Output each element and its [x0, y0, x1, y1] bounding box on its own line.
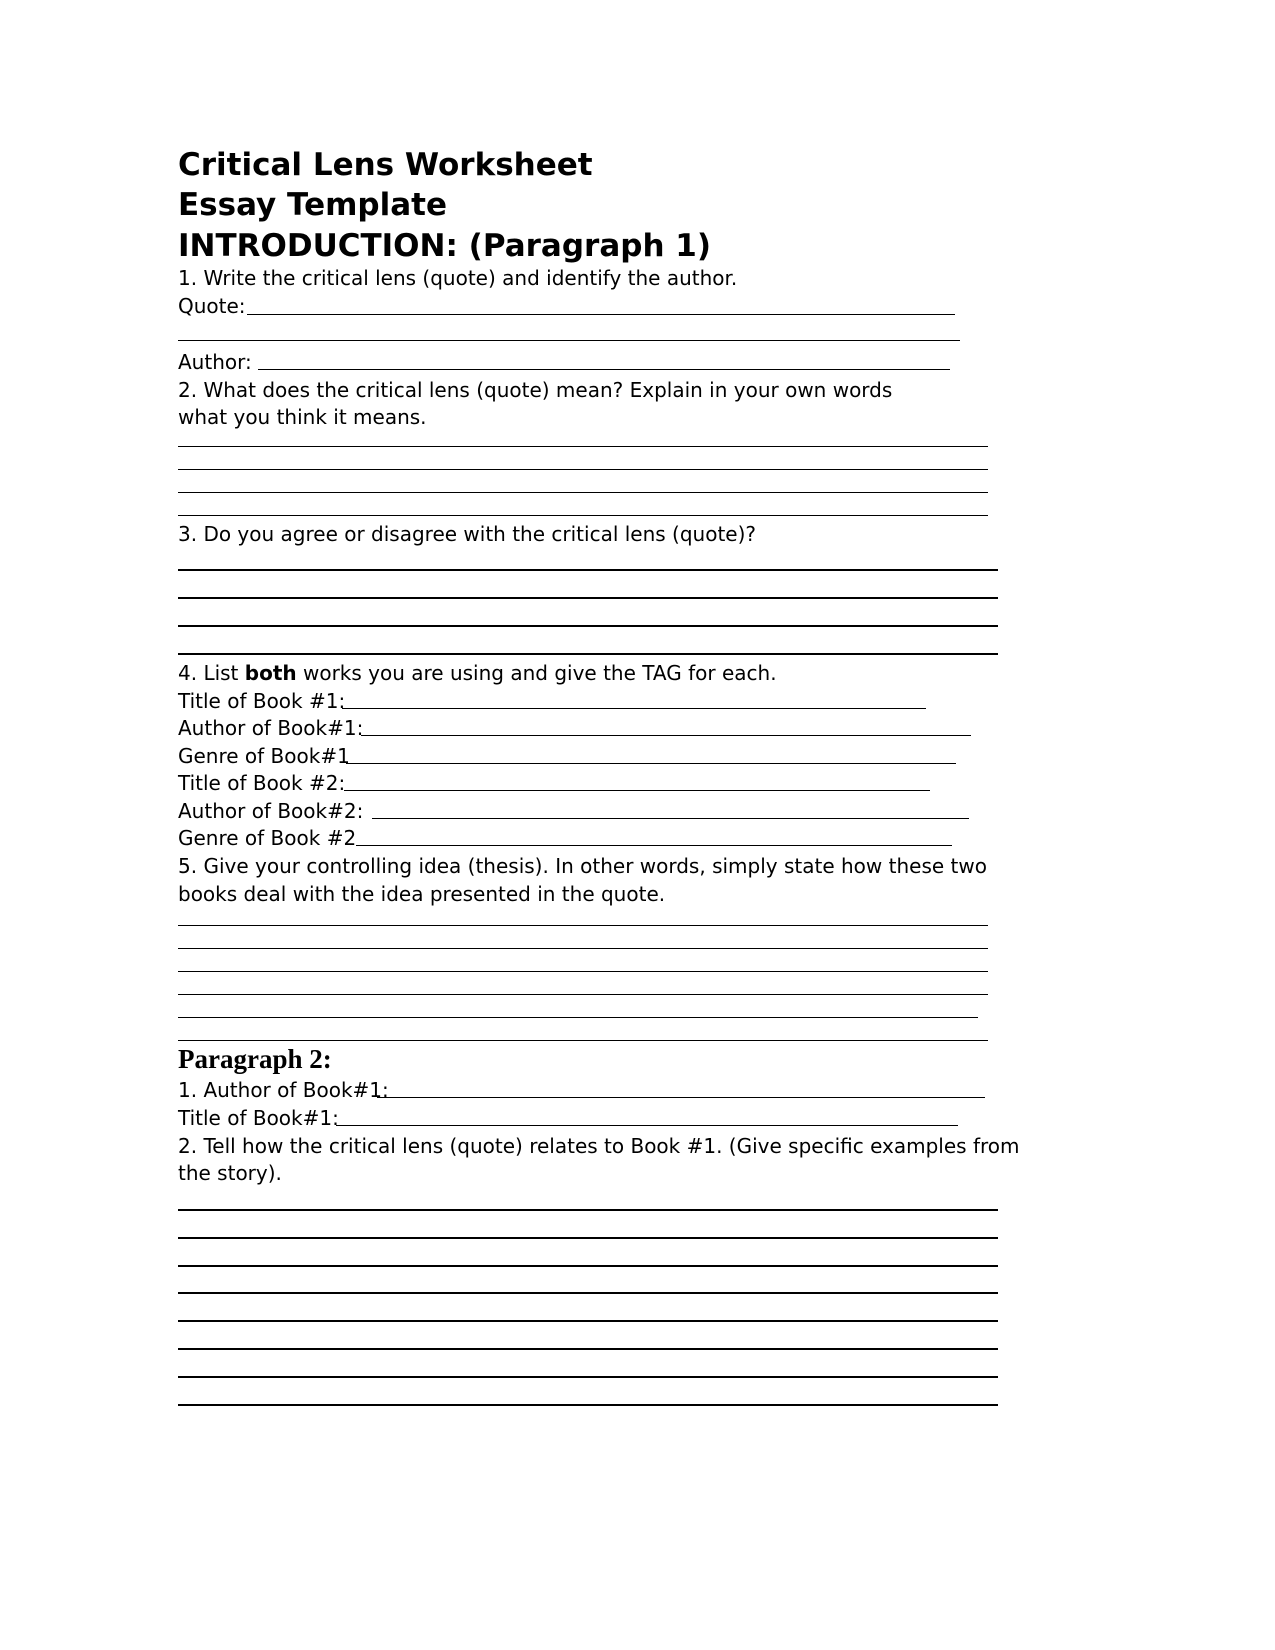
answer-line[interactable]	[178, 625, 998, 627]
answer-line[interactable]	[178, 1404, 998, 1406]
quote-field-continued[interactable]	[178, 340, 960, 341]
title-book1-field[interactable]	[342, 708, 926, 709]
title-book2-label: Title of Book #2:	[178, 771, 346, 795]
author-book1-label: Author of Book#1:	[178, 716, 364, 740]
title-book2-field[interactable]	[344, 790, 930, 791]
q4-prompt: 4. List both works you are using and give the TAG for each.	[178, 661, 777, 685]
p2-author-field[interactable]	[377, 1097, 985, 1098]
q2-prompt-line2: what you think it means.	[178, 405, 427, 429]
worksheet-subtitle: Essay Template	[178, 187, 447, 223]
genre-book2-field[interactable]	[356, 845, 952, 846]
answer-line[interactable]	[178, 1292, 998, 1294]
genre-book2-label: Genre of Book #2	[178, 826, 357, 850]
answer-line[interactable]	[178, 971, 988, 972]
answer-line[interactable]	[178, 492, 988, 493]
title-book1-label: Title of Book #1:	[178, 689, 346, 713]
answer-line[interactable]	[178, 1265, 998, 1267]
author-book2-label: Author of Book#2:	[178, 799, 364, 823]
answer-line[interactable]	[178, 653, 998, 655]
answer-line[interactable]	[178, 1040, 988, 1041]
answer-line[interactable]	[178, 469, 988, 470]
answer-line[interactable]	[178, 1320, 998, 1322]
answer-line[interactable]	[178, 597, 998, 599]
quote-field[interactable]	[247, 314, 955, 315]
worksheet-title: Critical Lens Worksheet	[178, 147, 593, 183]
answer-line[interactable]	[178, 925, 988, 926]
author-field[interactable]	[258, 369, 950, 370]
p2-author-label: 1. Author of Book#1:	[178, 1078, 389, 1102]
genre-book1-label: Genre of Book#1	[178, 744, 350, 768]
answer-line[interactable]	[178, 515, 988, 516]
q2-prompt-line1: 2. What does the critical lens (quote) mean? Explain in your own words	[178, 378, 893, 402]
answer-line[interactable]	[178, 1237, 998, 1239]
quote-label: Quote:	[178, 294, 246, 318]
q5-prompt-line1: 5. Give your controlling idea (thesis). In other words, simply state how these two	[178, 854, 987, 878]
answer-line[interactable]	[178, 1017, 978, 1018]
answer-line[interactable]	[178, 994, 988, 995]
author-book2-field[interactable]	[372, 818, 969, 819]
answer-line[interactable]	[178, 446, 988, 447]
p2-q2-prompt-line2: the story).	[178, 1161, 282, 1185]
paragraph2-heading: Paragraph 2:	[178, 1044, 332, 1074]
p2-q2-prompt-line1: 2. Tell how the critical lens (quote) relates to Book #1. (Give specific examples from	[178, 1134, 1020, 1158]
answer-line[interactable]	[178, 1376, 998, 1378]
genre-book1-field[interactable]	[346, 763, 956, 764]
answer-line[interactable]	[178, 1348, 998, 1350]
answer-line[interactable]	[178, 1209, 998, 1211]
q3-prompt: 3. Do you agree or disagree with the critical lens (quote)?	[178, 522, 757, 546]
author-label: Author:	[178, 350, 252, 374]
author-book1-field[interactable]	[361, 735, 971, 736]
q5-prompt-line2: books deal with the idea presented in the quote.	[178, 882, 666, 906]
answer-line[interactable]	[178, 569, 998, 571]
p2-title-field[interactable]	[336, 1125, 958, 1126]
p2-title-label: Title of Book#1:	[178, 1106, 339, 1130]
q1-prompt: 1. Write the critical lens (quote) and identify the author.	[178, 266, 738, 290]
q4-emphasis: both	[244, 661, 297, 685]
answer-line[interactable]	[178, 948, 988, 949]
intro-heading: INTRODUCTION: (Paragraph 1)	[178, 228, 712, 264]
